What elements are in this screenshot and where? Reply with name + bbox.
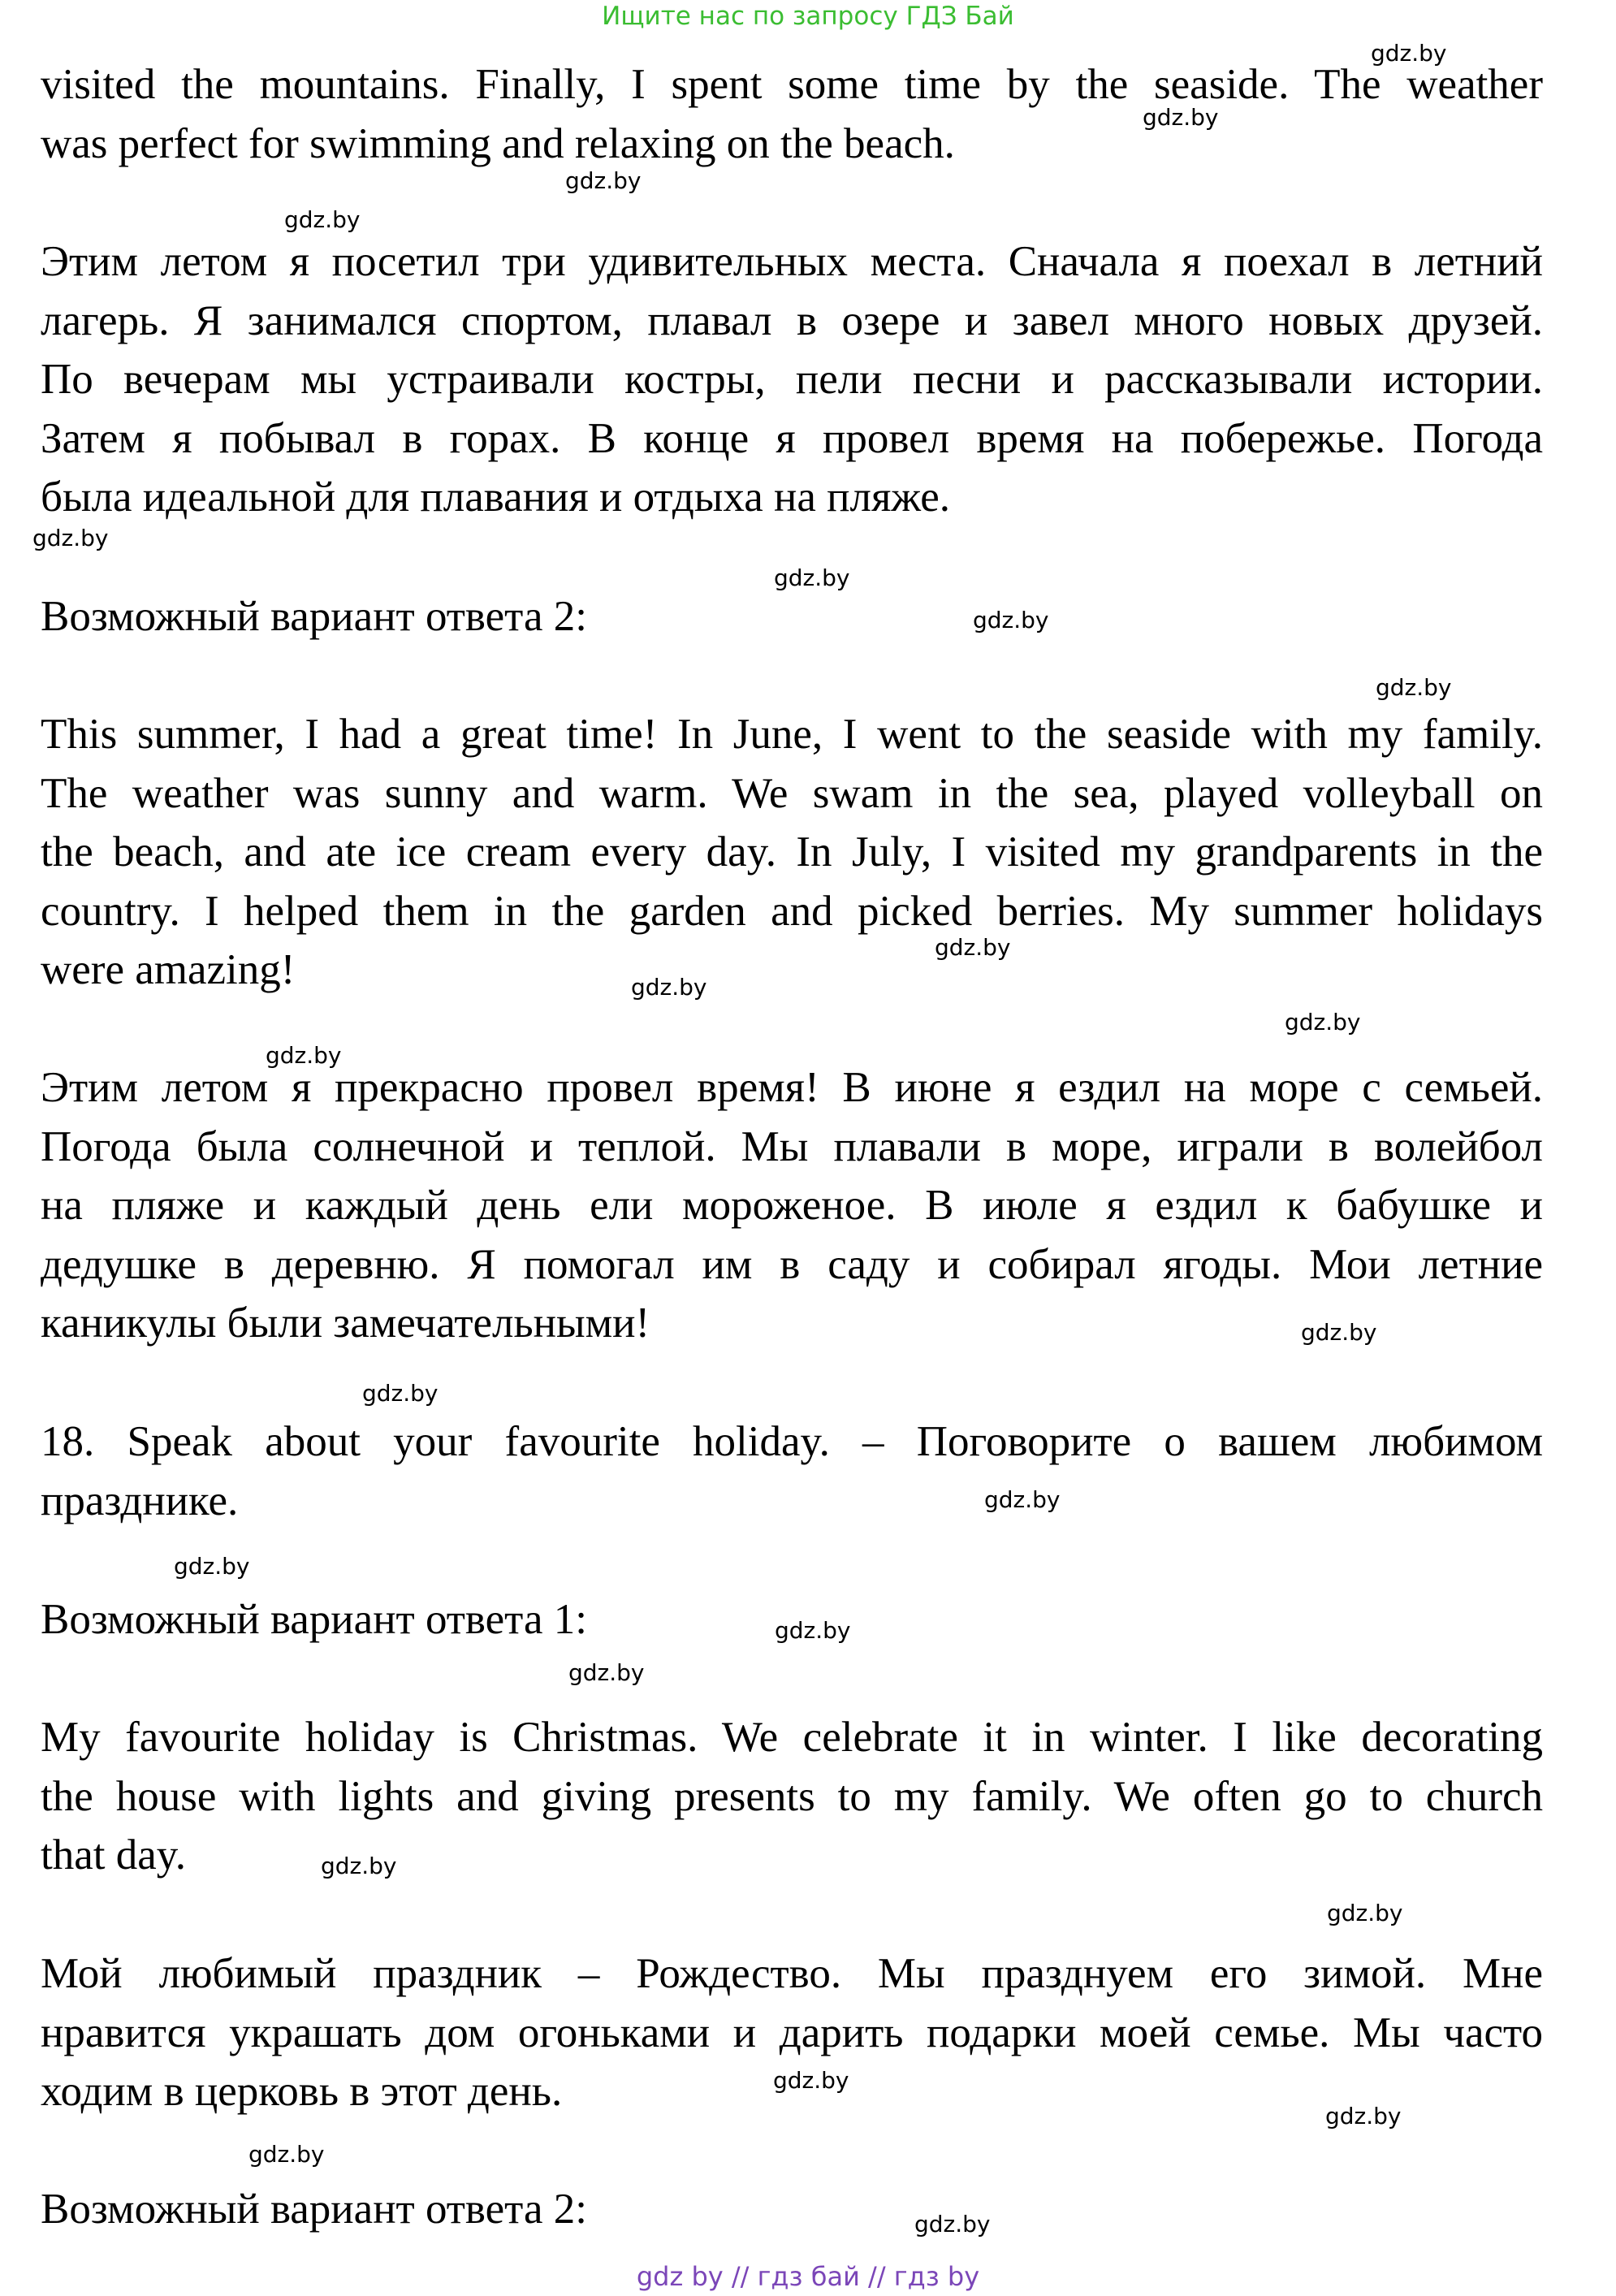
watermark: gdz.by xyxy=(321,1853,397,1879)
text-line: Погода была солнечной и теплой. Мы плавали в море, играли в волейбол xyxy=(41,1122,1543,1170)
paragraph-russian-translation-2 xyxy=(41,1058,1543,1353)
watermark: gdz.by xyxy=(32,525,109,551)
text-line: visited the mountains. Finally, I spent some time by the seaside. The weather xyxy=(41,61,1543,108)
text-line: Затем я побывал в горах. В конце я провел время на побережье. Погода xyxy=(41,414,1543,462)
text-line: По вечерам мы устраивали костры, пели песни и рассказывали истории. xyxy=(41,356,1543,404)
text-line: каникулы были замечательными! xyxy=(41,1299,650,1347)
paragraph-english-summer-time xyxy=(41,705,1543,1000)
watermark: gdz.by xyxy=(362,1380,439,1407)
watermark: gdz.by xyxy=(248,2141,325,2168)
watermark: gdz.by xyxy=(174,1553,250,1580)
watermark: gdz.by xyxy=(1371,40,1447,67)
watermark: gdz.by xyxy=(1143,104,1219,131)
answer-variant-heading-2-second xyxy=(41,2180,1543,2239)
text-line: were amazing! xyxy=(41,946,296,994)
watermark: gdz.by xyxy=(774,564,850,591)
watermark: gdz.by xyxy=(1301,1319,1377,1346)
text-line: My favourite holiday is Christmas. We celebrate it in winter. I like decorating xyxy=(41,1714,1543,1761)
text-line: was perfect for swimming and relaxing on the beach. xyxy=(41,119,955,167)
exercise-18-heading xyxy=(41,1412,1543,1530)
text-line: лагерь. Я занимался спортом, плавал в озере и завел много новых друзей. xyxy=(41,296,1543,344)
text-line: the house with lights and giving presents to my family. We often go to church xyxy=(41,1772,1543,1820)
watermark: gdz.by xyxy=(773,2067,849,2094)
watermark: gdz.by xyxy=(631,974,707,1001)
watermark: gdz.by xyxy=(775,1617,851,1644)
text-line: Мой любимый праздник – Рождество. Мы празднуем его зимой. Мне xyxy=(41,1950,1543,1997)
watermark: gdz.by xyxy=(266,1042,342,1069)
text-line: country. I helped them in the garden and picked berries. My summer holidays xyxy=(41,887,1543,935)
watermark: gdz.by xyxy=(914,2211,991,2238)
watermark: gdz.by xyxy=(984,1486,1061,1513)
text-line: 18. Speak about your favourite holiday. – Поговорите о вашем любимом xyxy=(41,1418,1543,1465)
paragraph-russian-translation-1 xyxy=(41,232,1543,527)
text-line: ходим в церковь в этот день. xyxy=(41,2068,563,2116)
watermark: gdz.by xyxy=(1327,1900,1403,1926)
watermark: gdz.by xyxy=(973,607,1049,633)
text-line: Возможный вариант ответа 2: xyxy=(41,593,587,640)
text-line: Возможный вариант ответа 2: xyxy=(41,2186,587,2233)
watermark: gdz.by xyxy=(284,206,361,233)
text-line: празднике. xyxy=(41,1477,239,1524)
text-line: The weather was sunny and warm. We swam in the sea, played volleyball on xyxy=(41,769,1543,817)
text-line: Возможный вариант ответа 1: xyxy=(41,1596,587,1643)
paragraph-english-seaside-ending xyxy=(41,55,1543,173)
paragraph-russian-christmas xyxy=(41,1944,1543,2121)
footer-banner: gdz by // гдз бай // гдз by xyxy=(636,2261,980,2292)
text-line: была идеальной для плавания и отдыха на пляже. xyxy=(41,473,951,521)
text-line: нравится украшать дом огоньками и дарить подарки моей семье. Мы часто xyxy=(41,2008,1543,2056)
watermark: gdz.by xyxy=(935,934,1011,961)
text-line: that day. xyxy=(41,1831,187,1879)
watermark: gdz.by xyxy=(1285,1009,1361,1036)
text-line: This summer, I had a great time! In June, I went to the seaside with my family. xyxy=(41,711,1543,758)
watermark: gdz.by xyxy=(568,1659,645,1686)
text-line: Этим летом я прекрасно провел время! В июне я ездил на море с семьей. xyxy=(41,1064,1543,1111)
watermark: gdz.by xyxy=(1376,674,1452,701)
paragraph-english-christmas xyxy=(41,1708,1543,1885)
text-line: на пляже и каждый день ели мороженое. В июле я ездил к бабушке и xyxy=(41,1182,1543,1230)
answer-variant-heading-2 xyxy=(41,587,1543,646)
text-line: дедушке в деревню. Я помогал им в саду и собирал ягоды. Мои летние xyxy=(41,1240,1543,1288)
watermark: gdz.by xyxy=(1325,2103,1402,2130)
top-banner: Ищите нас по запросу ГДЗ Бай xyxy=(602,2,1014,31)
text-line: the beach, and ate ice cream every day. In July, I visited my grandparents in the xyxy=(41,828,1543,876)
watermark: gdz.by xyxy=(565,167,642,194)
text-line: Этим летом я посетил три удивительных места. Сначала я поехал в летний xyxy=(41,238,1543,285)
